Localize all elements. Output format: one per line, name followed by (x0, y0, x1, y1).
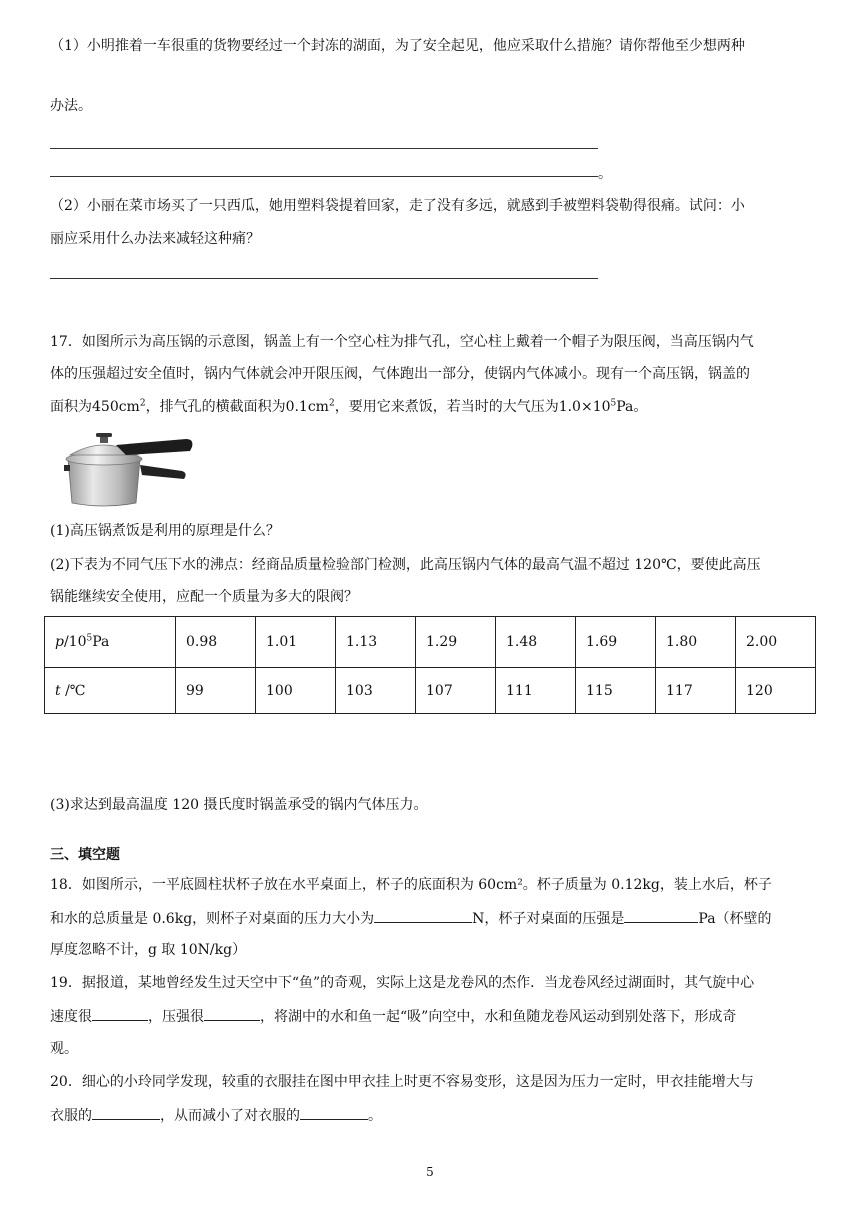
q17-line3-c: ，要用它来煮饭，若当时的大气压为1.0×10 (334, 399, 611, 415)
q17-line3-sup3: 5 (610, 398, 617, 409)
table-cell: 0.98 (176, 617, 256, 668)
q18-line1: 18．如图所示，一平底圆柱状杯子放在水平桌面上，杯子的底面积为 60cm²。杯子质量为 0.12kg，装上水后，杯子 (50, 877, 772, 893)
q20-blank-area[interactable] (92, 1105, 160, 1120)
q18-line3: 厚度忽略不计，g 取 10N/kg） (50, 942, 247, 958)
q17-line2: 体的压强超过安全值时，锅内气体就会冲开限压阀，气体跑出一部分，使锅内气体减小。现有一个高压锅，锅盖的 (50, 366, 750, 382)
q20-line2: 衣服的 ，从而减小了对衣服的 。 (50, 1105, 382, 1126)
table-cell: 1.29 (416, 617, 496, 668)
table-header-temperature: t /℃ (45, 668, 176, 714)
q18-blank-pressure[interactable] (624, 908, 698, 923)
q17-line1: 17．如图所示为高压锅的示意图，锅盖上有一个空心柱为排气孔，空心柱上戴着一个帽子为限压阀，当高压锅内气 (50, 334, 754, 350)
q17-line3 (50, 397, 647, 417)
table-cell: 1.13 (336, 617, 416, 668)
table-cell: 1.01 (256, 617, 336, 668)
table-cell: 111 (496, 668, 576, 714)
q16-part1-line2: 办法。 (50, 98, 92, 114)
q19-line1: 19．据报道，某地曾经发生过天空中下“鱼”的奇观，实际上这是龙卷风的杰作．当龙卷风经过湖面时，其气旋中心 (50, 975, 755, 991)
table-cell: 103 (336, 668, 416, 714)
table-cell: 117 (656, 668, 736, 714)
table-cell: 100 (256, 668, 336, 714)
table-cell: 2.00 (736, 617, 816, 668)
answer-line-3[interactable] (50, 278, 598, 279)
q16-part1-line1: （1）小明推着一车很重的货物要经过一个封冻的湖面，为了安全起见，他应采取什么措施？请你帮他至少想两种 (50, 38, 745, 54)
q17-line3-d: Pa。 (616, 399, 648, 415)
answer-line-2[interactable] (50, 176, 598, 177)
q17-line3-a: 面积为450cm (50, 399, 140, 415)
q18-line2: 和水的总质量是 0.6kg，则杯子对桌面的压力大小为 N，杯子对桌面的压强是 Pa（杯壁的 (50, 908, 772, 929)
q20-line1: 20．细心的小玲同学发现，较重的衣服挂在图中甲衣挂上时更不容易变形，这是因为压力一定时，甲衣挂能增大与 (50, 1074, 754, 1090)
table-cell: 120 (736, 668, 816, 714)
q19-line2: 速度很 ，压强很 ，将湖中的水和鱼一起“吸”向空中，水和鱼随龙卷风运动到别处落下，形成奇 (50, 1006, 736, 1027)
boiling-point-table (44, 616, 816, 714)
table-header-pressure: $p/10^5Pa$ (45, 617, 176, 668)
q19-line3: 观。 (50, 1041, 78, 1057)
q19-blank-pressure[interactable] (204, 1006, 260, 1021)
q17-line3-sup2: 2 (328, 398, 335, 409)
answer-line-end: 。 (598, 166, 612, 182)
table-row (45, 617, 816, 668)
table-cell: 1.80 (656, 617, 736, 668)
table-cell: 107 (416, 668, 496, 714)
table-cell: 1.69 (576, 617, 656, 668)
section-heading: 三、填空题 (50, 847, 120, 863)
table-cell: 115 (576, 668, 656, 714)
table-row (45, 668, 816, 714)
answer-line-1[interactable] (50, 148, 598, 149)
q16-part2-line1: （2）小丽在菜市场买了一只西瓜，她用塑料袋提着回家，走了没有多远，就感到手被塑料袋勒得很痛。试问：小 (50, 198, 745, 214)
table-cell: 1.48 (496, 617, 576, 668)
q17-sub2-line2: 锅能继续安全使用，应配一个质量为多大的限阀？ (50, 589, 358, 605)
q17-sub1: (1)高压锅煮饭是利用的原理是什么？ (50, 523, 280, 539)
q17-sub2-line1: (2)下表为不同气压下水的沸点：经商品质量检验部门检测，此高压锅内气体的最高气温不超过 120℃，要使此高压 (50, 557, 761, 573)
q20-blank-pressure[interactable] (300, 1105, 368, 1120)
q18-blank-force[interactable] (374, 908, 472, 923)
page-number: 5 (426, 1165, 434, 1179)
q17-line3-sup1: 2 (139, 398, 146, 409)
q17-line3-b: ，排气孔的横截面积为0.1cm (145, 399, 329, 415)
q19-blank-speed[interactable] (92, 1006, 148, 1021)
table-cell: 99 (176, 668, 256, 714)
pressure-cooker-image (56, 425, 196, 510)
q17-sub3: (3)求达到最高温度 120 摄氏度时锅盖承受的锅内气体压力。 (50, 797, 428, 813)
q16-part2-line2: 丽应采用什么办法来减轻这种痛？ (50, 231, 260, 247)
